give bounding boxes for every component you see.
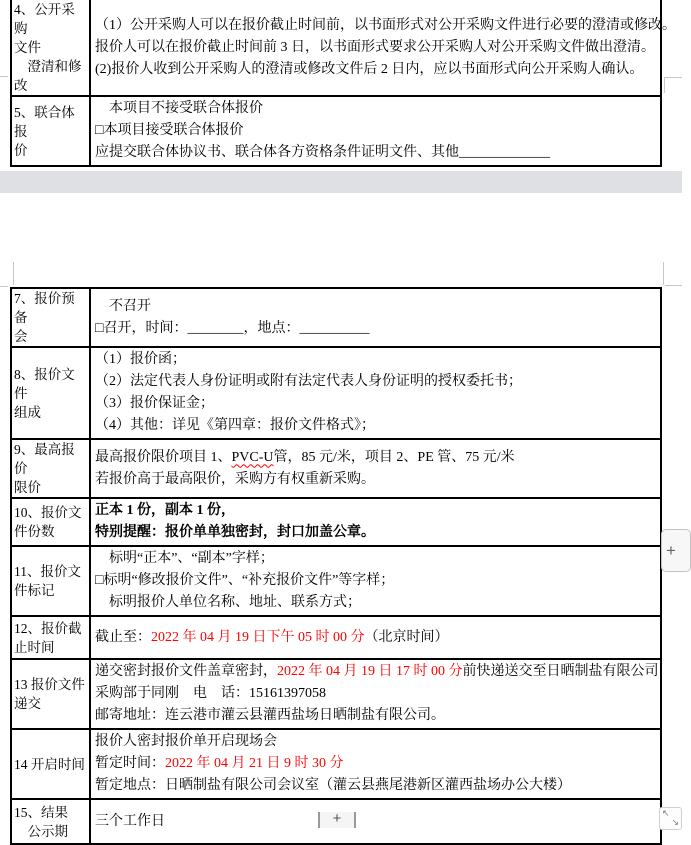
procurement-table-page1 [10,0,676,167]
row-5-label[interactable]: 5、联合体报 价 [11,96,90,166]
page2-margin-mark-left-h [0,286,8,287]
table-row-7 [11,288,661,347]
row-13-content[interactable]: 递交密封报价文件盖章密封，2022 年 04 月 19 日 17 时 00 分前快递送交至日晒制盐有限公司 采购部于同刚 电 话：15161397058 邮寄地址：连云港市灌云县灌西盐场日晒制盐有限公司。 [90,659,661,729]
page2-margin-mark-left-v [13,262,14,285]
row-10-content[interactable]: 正本 1 份，副本 1 份， 特别提醒：报价单单独密封，封口加盖公章。 [90,498,661,546]
row-11-label[interactable]: 11、报价文 件标记 [11,546,90,616]
row-10-label[interactable]: 10、报价文 件份数 [11,498,90,546]
page-break-gap [0,171,682,193]
row-7-label[interactable]: 7、报价预备 会 [11,288,90,347]
row-12-label[interactable]: 12、报价截 止时间 [11,616,90,659]
row-11-content[interactable]: 标明“正本”、“副本”字样； □标明“修改报价文件”、“补充报价文件”等字样； 标明报价人单位名称、地址、联系方式； [90,546,661,616]
row-5-content[interactable]: 本项目不接受联合体报价 □本项目接受联合体报价 应提交联合体协议书、联合体各方资格条件证明文件、其他_____________ [90,96,661,166]
table-row-4 [11,0,661,96]
insert-row-button[interactable] [318,812,356,828]
table-resize-handle[interactable] [659,807,682,830]
page2-margin-mark-right-v [663,262,664,285]
plus-icon: + [666,540,676,560]
table-row-14 [11,729,661,799]
page1-margin-mark-right-v [664,77,665,93]
table-row-10 [11,498,661,546]
row-15-label[interactable]: 15、结果 公示期 [11,799,90,844]
row-4-label[interactable]: 4、公开采购 文件 澄清和修 改 [11,0,90,96]
row-8-content[interactable]: （1）报价函； （2）法定代表人身份证明或附有法定代表人身份证明的授权委托书； （3）报价保证金； （4）其他：详见《第四章：报价文件格式》； [90,347,661,439]
row-14-content[interactable]: 报价人密封报价单开启现场会 暂定时间：2022 年 04 月 21 日 9 时 30 分 暂定地点：日晒制盐有限公司会议室（灌云县燕尾港新区灌西盐场办公大楼） [90,729,661,799]
insert-column-button[interactable] [661,529,691,572]
row-8-label[interactable]: 8、报价文件 组成 [11,347,90,439]
table-row-9 [11,439,661,498]
row-9-content[interactable]: 最高报价限价项目 1、PVC-U管，85 元/米，项目 2、PE 管、75 元/米 若报价高于最高限价，采购方有权重新采购。 [90,439,661,498]
page1-margin-mark-right-h [664,77,682,78]
row-12-content[interactable]: 截止至：2022 年 04 月 19 日下午 05 时 00 分（北京时间） [90,616,661,659]
table-row-11 [11,546,661,616]
row-15-content[interactable]: 三个工作日 [90,799,661,844]
table-row-12 [11,616,661,659]
plus-icon: + [332,810,342,827]
resize-arrow-nw-icon: ↖ [662,809,670,819]
row-9-label[interactable]: 9、最高报价 限价 [11,439,90,498]
row-4-content[interactable]: （1）公开采购人可以在报价截止时间前，以书面形式对公开采购文件进行必要的澄清或修改。 报价人可以在报价截止时间前 3 日，以书面形式要求公开采购人对公开采购文件做出澄清。 (2)报价人收到公开采购人的澄清或修改文件后 2 日内，应以书面形式向公开采购人确认。 [90,0,661,96]
resize-arrow-se-icon: ↘ [671,818,679,828]
procurement-table-page2 [10,287,662,845]
table-row-13 [11,659,661,729]
page1-margin-mark-left [0,76,8,77]
row-14-label[interactable]: 14 开启时间 [11,729,90,799]
row-13-label[interactable]: 13 报价文件 递交 [11,659,90,729]
page2-margin-mark-right-h [665,285,682,286]
table-row-8 [11,347,661,439]
table-row-5 [11,96,661,166]
row-7-content[interactable]: 不召开 □召开，时间：________，地点：__________ [90,288,661,347]
